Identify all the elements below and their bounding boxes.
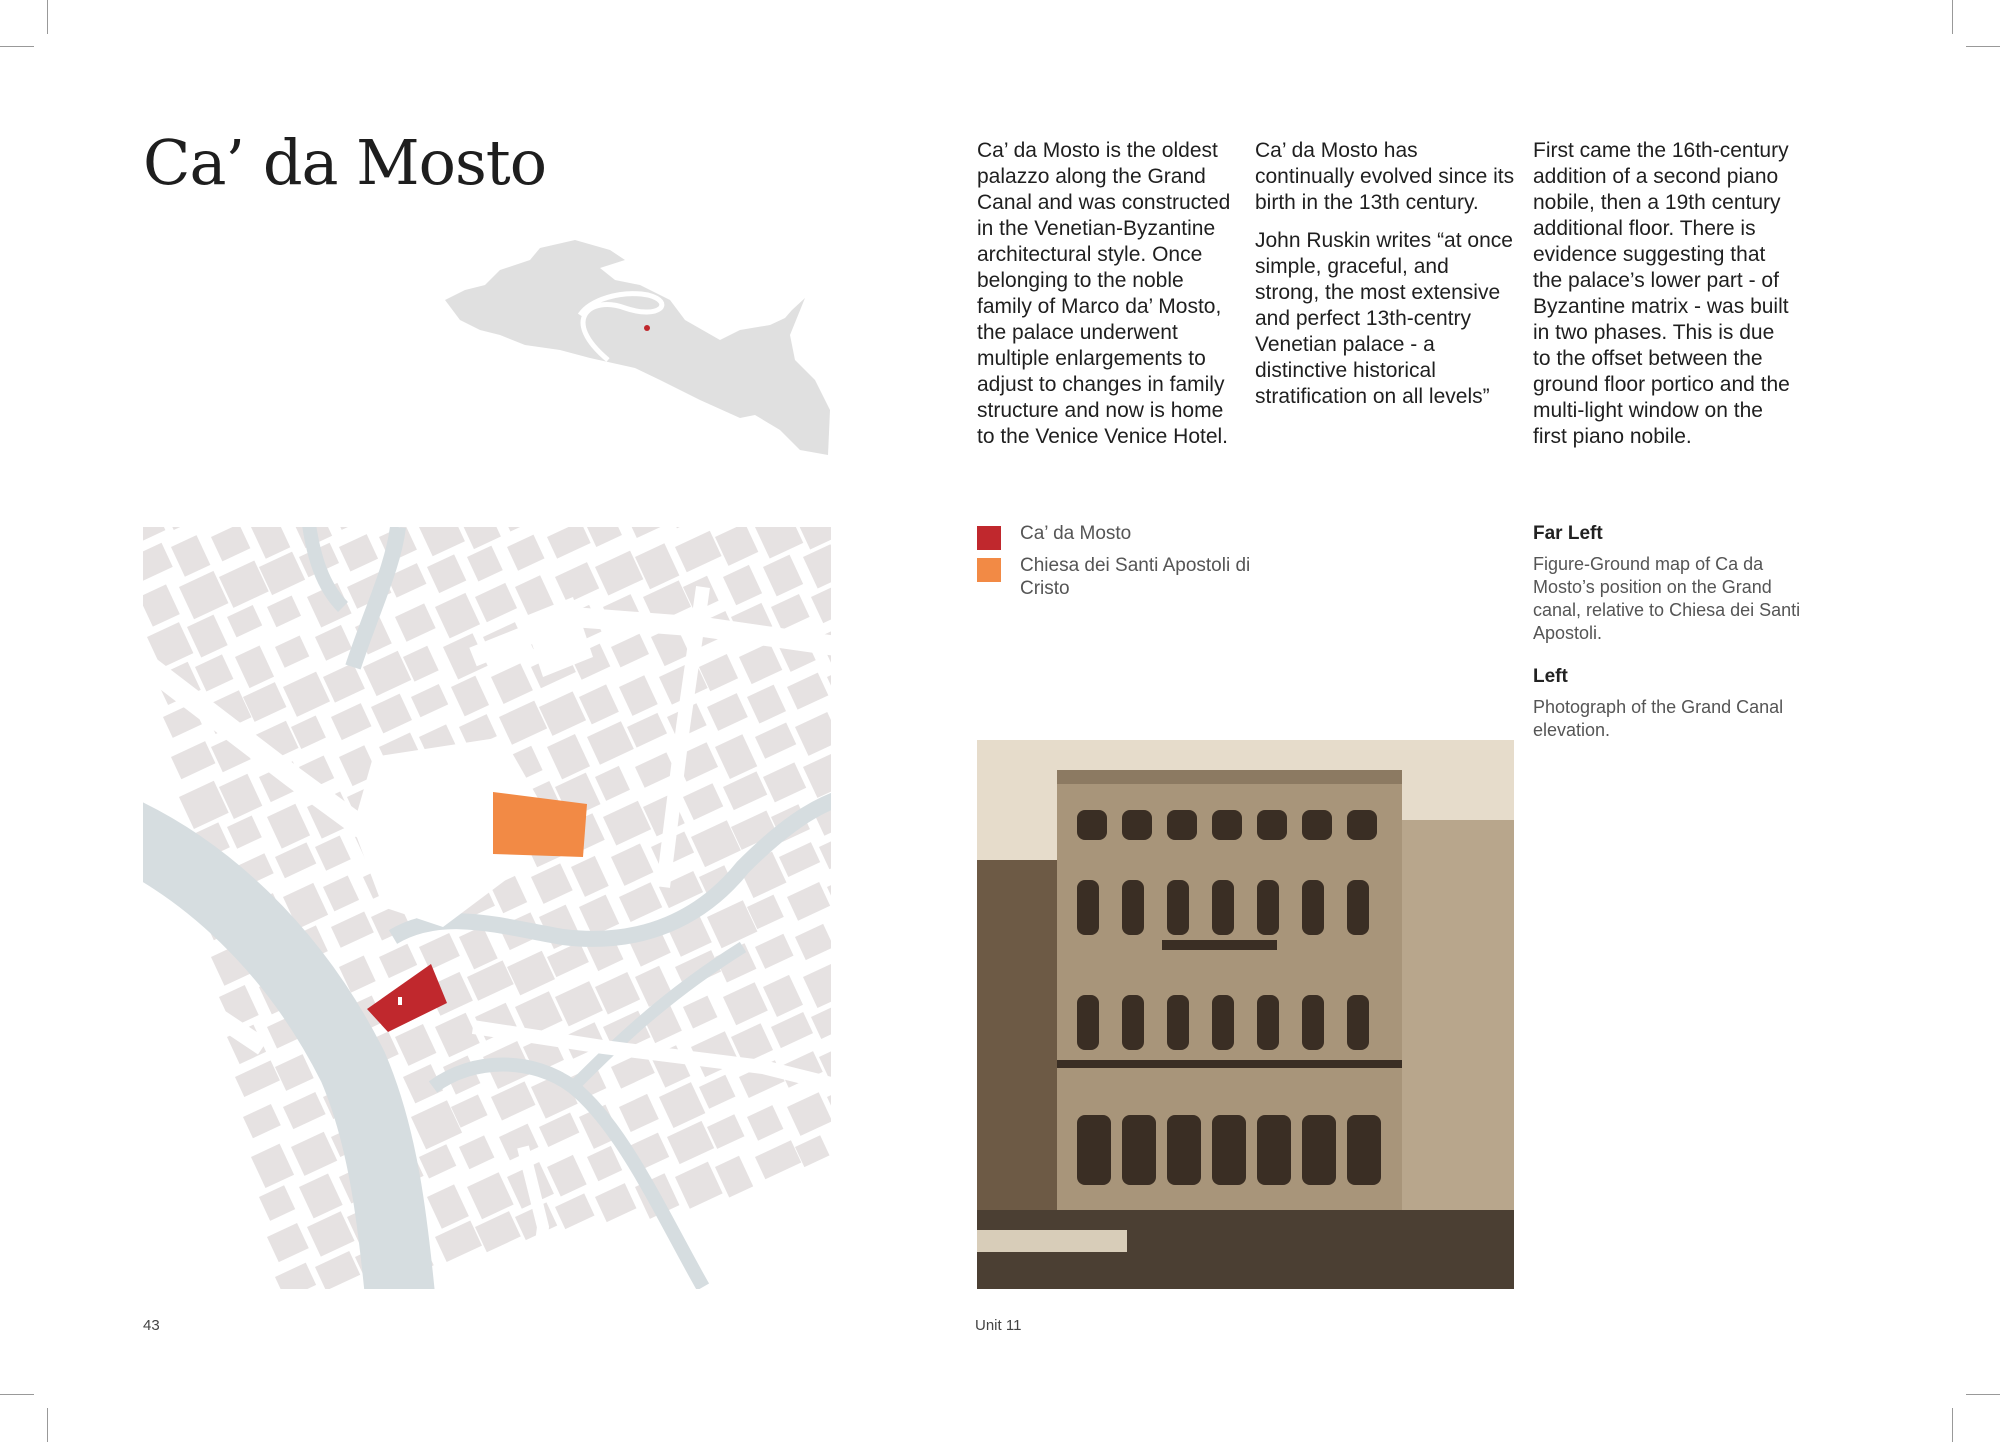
building-block [611, 634, 649, 668]
building-block [579, 895, 619, 937]
legend-label: Chiesa dei Santi Apostoli di Cristo [1020, 555, 1251, 599]
window [1122, 995, 1144, 1050]
building-block [435, 593, 480, 639]
building-block [811, 582, 831, 624]
building-block [779, 842, 820, 877]
text-column-3 [1533, 138, 1795, 462]
window [1167, 1115, 1201, 1185]
building-block [747, 1105, 783, 1141]
building-block [627, 713, 667, 748]
window [1212, 995, 1234, 1050]
building-block [259, 1185, 295, 1221]
building-block [611, 843, 653, 885]
building-block [635, 543, 679, 589]
building-block [267, 1223, 309, 1262]
palazzo-top [1057, 770, 1402, 784]
window [1212, 810, 1242, 840]
window [1077, 1115, 1111, 1185]
window [1302, 810, 1332, 840]
boat [977, 1230, 1127, 1252]
building-block [187, 615, 228, 658]
building-block [427, 554, 466, 593]
building-block [395, 1024, 436, 1066]
building-block [627, 527, 668, 538]
building-block [755, 722, 796, 758]
building-block [323, 663, 365, 703]
window [1257, 880, 1279, 935]
building-block [723, 982, 768, 1025]
paragraph: Ca’ da Mosto has continually evolved since its birth in the 13th century. [1255, 139, 1515, 214]
building-block [331, 527, 371, 530]
page-title: Ca’ da Mosto [143, 126, 547, 199]
text-column-2 [1255, 138, 1517, 422]
window [1077, 880, 1099, 935]
crop-mark [1966, 46, 2000, 47]
building-block [283, 1092, 326, 1129]
figure-captions [1533, 522, 1803, 762]
window [1167, 995, 1189, 1050]
map-svg [143, 527, 831, 1289]
window [1302, 880, 1324, 935]
building-block [587, 721, 634, 765]
window [1302, 1115, 1336, 1185]
building-block [723, 565, 762, 605]
locator-map [440, 240, 830, 460]
building-block [715, 734, 757, 779]
building-block [459, 1135, 494, 1169]
building-block [595, 766, 630, 801]
building-block [787, 1092, 831, 1136]
building-block [499, 527, 534, 532]
paragraph: Ca’ da Mosto is the oldest palazzo along the Grand Canal and was constructed in the Venetian-Byzantine architectural style. Once belonging to the noble family of Marco da’ Mosto, the palace underwent multiple enlargements to adjust to changes in family structure and now is home to the Venice Venice Hotel. [977, 139, 1231, 448]
building-block [419, 933, 460, 970]
ca-da-mosto-courtyard [398, 997, 402, 1005]
building-block [467, 546, 503, 582]
building-block [587, 527, 622, 547]
window [1122, 880, 1144, 935]
legend-swatch [977, 558, 1001, 582]
building-block [499, 1124, 539, 1161]
building-block [299, 1173, 343, 1218]
building-block [315, 625, 352, 661]
building-block [763, 762, 806, 802]
venice-island-shape [445, 240, 830, 455]
building-block [667, 527, 706, 528]
building-block [787, 882, 830, 921]
building-block [143, 543, 173, 581]
crop-mark [47, 0, 48, 34]
building-block [411, 684, 448, 717]
window [1347, 1115, 1381, 1185]
building-block [539, 691, 586, 736]
window [1347, 995, 1369, 1050]
caption-text: Photograph of the Grand Canal elevation. [1533, 697, 1784, 740]
building-block [707, 1114, 744, 1149]
building-block [771, 1012, 813, 1048]
crop-mark [0, 1394, 34, 1395]
legend-label: Ca’ da Mosto [1020, 523, 1132, 544]
building-block [475, 583, 517, 622]
legend-swatch [977, 526, 1001, 550]
building-block [539, 1113, 579, 1147]
building-block [171, 535, 210, 577]
window [1122, 810, 1152, 840]
building-block [395, 603, 436, 641]
building-photograph [977, 740, 1514, 1289]
paragraph: First came the 16th-century addition of a second piano nobile, then a 19th century additional floor. There is evidence suggesting that the palace’s lower part - of Byzantine matrix - was built in two phases. This is due to the offset between the ground floor portico and the multi-light window on the first piano nobile. [1533, 139, 1790, 448]
building-block [675, 1162, 723, 1209]
building-block [803, 544, 831, 588]
building-block [315, 835, 351, 870]
crop-mark [1952, 0, 1953, 34]
building-block [747, 685, 786, 724]
unit-label: Unit 11 [975, 1317, 1022, 1334]
building-block [143, 527, 165, 544]
building-block [283, 672, 330, 717]
building-block [243, 1104, 281, 1138]
page-number: 43 [143, 1317, 160, 1334]
building-block [267, 596, 301, 628]
building-block [275, 636, 309, 668]
building-block [763, 555, 803, 597]
building-block [227, 605, 262, 637]
ca-da-mosto-footprint [367, 964, 447, 1032]
building-block [755, 1140, 801, 1179]
building-block [555, 1193, 595, 1229]
window [1257, 995, 1279, 1050]
legend-item [977, 554, 1257, 600]
building-block [507, 535, 545, 571]
building-block [291, 1132, 337, 1176]
building-block [675, 531, 722, 572]
legend-item [977, 522, 1257, 550]
building-block [419, 527, 465, 556]
figure-ground-map [143, 527, 831, 1289]
building-block [251, 527, 290, 559]
crop-mark [0, 46, 34, 47]
building-block [619, 1094, 659, 1132]
building-block [491, 663, 533, 704]
location-marker [644, 325, 650, 331]
window [1257, 810, 1287, 840]
building-block [547, 734, 590, 779]
crop-mark [1966, 1394, 2000, 1395]
crop-mark [47, 1408, 48, 1442]
window [1347, 880, 1369, 935]
building-block [787, 673, 828, 710]
building-block [171, 741, 215, 779]
building-block [331, 703, 371, 740]
building-block [739, 643, 782, 684]
building-block [555, 562, 599, 603]
building-block [143, 584, 180, 626]
photo-illustration [977, 740, 1514, 1289]
building-block [619, 882, 662, 922]
building-block [755, 527, 803, 559]
building-block [659, 1082, 705, 1128]
building-block [547, 527, 591, 559]
building-block [267, 804, 310, 849]
building-block [331, 912, 374, 948]
building-block [163, 527, 199, 530]
building-block [547, 1155, 587, 1197]
building-block [531, 863, 573, 904]
building-block [619, 675, 658, 716]
left-building [977, 860, 1057, 1230]
building-block [571, 856, 609, 897]
building-block [371, 694, 412, 734]
building-block [211, 527, 250, 561]
building-block [795, 924, 831, 960]
building-block [227, 815, 262, 848]
window [1077, 995, 1099, 1050]
building-block [195, 654, 233, 691]
building-block [467, 1172, 514, 1219]
building-block [459, 527, 501, 549]
building-block [595, 1183, 636, 1222]
building-block [683, 996, 717, 1029]
caption-text: Figure-Ground map of Ca da Mosto’s position on the Grand canal, relative to Chiesa dei Santi Apostoli. [1533, 554, 1801, 643]
building-block [251, 1144, 294, 1188]
building-block [427, 1184, 469, 1228]
crop-mark [1952, 1408, 1953, 1442]
building-block [339, 534, 378, 571]
caption-heading: Far Left [1533, 523, 1603, 544]
building-block [707, 693, 748, 731]
building-block [587, 1146, 622, 1181]
paragraph: John Ruskin writes “at once simple, graceful, and strong, the most extensive and perfect 13th-centry Venetian palace - a distinctive historical stratification on all levels” [1255, 229, 1513, 408]
building-block [435, 1013, 480, 1058]
building-block [819, 1044, 831, 1079]
window [1122, 1115, 1156, 1185]
building-block [235, 1060, 280, 1097]
window [1347, 810, 1377, 840]
building-block [771, 594, 810, 630]
text-column-1 [977, 138, 1239, 462]
building-block [379, 944, 417, 978]
building-block [811, 1002, 831, 1039]
building-block [323, 875, 359, 911]
building-block [763, 975, 803, 1017]
grand-canal [143, 827, 403, 1289]
building-block [827, 663, 831, 706]
window [1077, 810, 1107, 840]
building-block [275, 842, 316, 878]
building-block [315, 1251, 360, 1289]
caption-heading: Left [1533, 666, 1568, 687]
window [1212, 880, 1234, 935]
building-block [803, 753, 831, 798]
balcony [1162, 940, 1277, 950]
building-block [459, 926, 498, 969]
building-block [699, 1075, 735, 1109]
building-block [795, 712, 831, 756]
building-block [683, 783, 723, 820]
window [1167, 810, 1197, 840]
building-block [755, 934, 794, 969]
building-block [819, 836, 831, 869]
building-block [275, 1054, 314, 1091]
window [1257, 1115, 1291, 1185]
building-block [803, 962, 831, 1008]
building-block [715, 527, 758, 566]
window [1302, 995, 1324, 1050]
map-legend [977, 522, 1257, 604]
balcony [1057, 1060, 1402, 1068]
building-block [235, 646, 274, 689]
building-block [419, 1144, 456, 1178]
window [1167, 880, 1189, 935]
right-building [1397, 820, 1514, 1230]
building-block [275, 1263, 316, 1289]
building-block [451, 676, 489, 717]
window [1212, 1115, 1246, 1185]
